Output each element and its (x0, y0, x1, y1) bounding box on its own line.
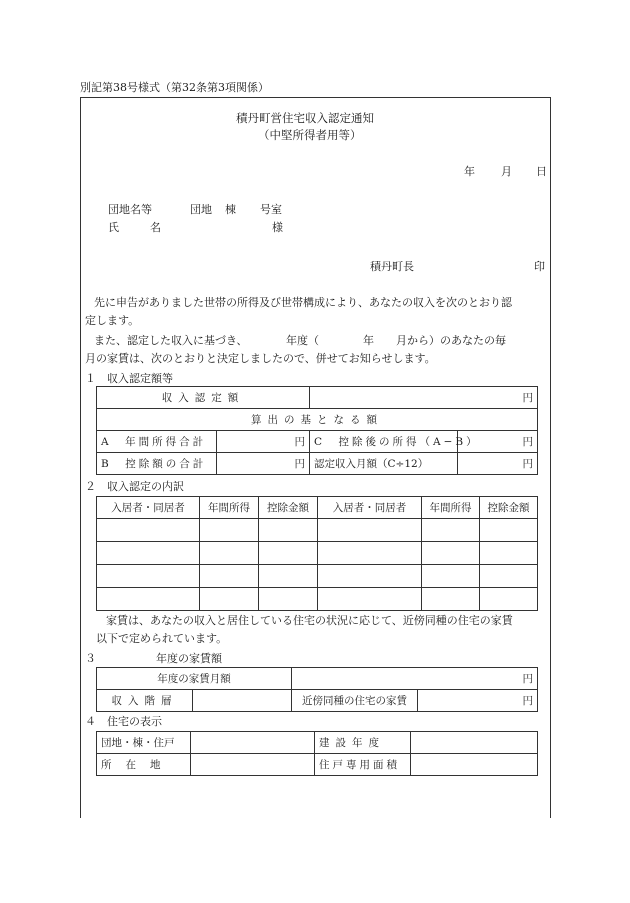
header-resident-1: 入居者・同居者 (97, 497, 200, 519)
rent-explanation-line2: 以下で定められています。 (96, 632, 228, 645)
construction-year-value (411, 732, 538, 754)
nearby-rent-yen: 円 (418, 690, 538, 712)
calculation-basis-label: 算出の基となる額 (97, 409, 538, 431)
unit-area-value (411, 754, 538, 776)
header-annual-income-2: 年間所得 (422, 497, 480, 519)
income-tier-value (193, 690, 292, 712)
section3-heading: 年度の家賃額 (156, 652, 222, 665)
monthly-rent-label: 年度の家賃月額 (97, 668, 292, 690)
section4-heading: ４ 住宅の表示 (85, 715, 162, 728)
table-row (97, 519, 538, 542)
goushitsu-label: 号室 (260, 203, 282, 216)
income-tier-label: 収入階層 (97, 690, 193, 712)
sama-label: 様 (272, 221, 283, 234)
building-unit-value (191, 732, 315, 754)
tou-label: 棟 (225, 203, 236, 216)
building-unit-label: 団地・棟・住戸 (97, 732, 191, 754)
rent-explanation-line1: 家賃は、あなたの収入と居住している住宅の状況に応じて、近傍同種の住宅の家賃 (106, 614, 513, 627)
danchi-label: 団地名等 (108, 203, 152, 216)
intro-paragraph-line2: 定します。 (85, 314, 140, 327)
date-year: 年 (464, 165, 475, 178)
form-caption: 別記第38号様式（第32条第3項関係） (80, 81, 269, 94)
deduction-total-yen: 円 (217, 453, 310, 475)
rent-table (96, 667, 538, 712)
annual-income-total-yen: 円 (217, 431, 310, 453)
nearby-rent-label: 近傍同種の住宅の家賃 (292, 690, 418, 712)
header-deduction-2: 控除金額 (480, 497, 538, 519)
rent-paragraph-line2: 月の家賃は、次のとおりと決定しましたので、併せてお知らせします。 (85, 352, 436, 365)
income-breakdown-table (96, 496, 538, 611)
header-annual-income-1: 年間所得 (200, 497, 259, 519)
sender-name: 積丹町長 (370, 260, 414, 273)
income-after-deduction-label: C 控除後の所得（A−B） (310, 431, 458, 453)
location-label: 所在地 (97, 754, 191, 776)
unit-area-label: 住戸専用面積 (315, 754, 411, 776)
location-value (191, 754, 315, 776)
document-title: 積丹町営住宅収入認定通知 (236, 111, 374, 125)
document-subtitle: （中堅所得者用等） (258, 128, 362, 142)
housing-table (96, 731, 538, 776)
date-month: 月 (501, 165, 512, 178)
section3-heading-number: ３ (85, 652, 96, 665)
table-row (97, 588, 538, 611)
monthly-recognized-income-label: 認定収入月額（C÷12） (310, 453, 458, 475)
name-label: 氏 名 (108, 221, 171, 234)
rent-paragraph-line1: また、認定した収入に基づき、 年度（ 年 月から）のあなたの毎 (94, 334, 507, 347)
header-resident-2: 入居者・同居者 (318, 497, 422, 519)
section2-heading: ２ 収入認定の内訳 (85, 480, 184, 493)
recognized-income-yen: 円 (310, 387, 538, 409)
header-deduction-1: 控除金額 (259, 497, 318, 519)
income-after-deduction-yen: 円 (458, 431, 538, 453)
table-row (97, 542, 538, 565)
seal-mark: 印 (534, 260, 545, 273)
construction-year-label: 建設年度 (315, 732, 411, 754)
table-row (97, 565, 538, 588)
deduction-total-label: B 控除額の合計 (97, 453, 217, 475)
recognized-income-label: 収入認定額 (97, 387, 310, 409)
annual-income-total-label: A 年間所得合計 (97, 431, 217, 453)
intro-paragraph-line1: 先に申告がありました世帯の所得及び世帯構成により、あなたの収入を次のとおり認 (94, 296, 512, 309)
date-day: 日 (536, 165, 547, 178)
danchi-suffix: 団地 (190, 203, 212, 216)
monthly-recognized-income-yen: 円 (458, 453, 538, 475)
section1-heading: １ 収入認定額等 (85, 372, 173, 385)
monthly-rent-yen: 円 (292, 668, 538, 690)
income-table (96, 386, 538, 475)
